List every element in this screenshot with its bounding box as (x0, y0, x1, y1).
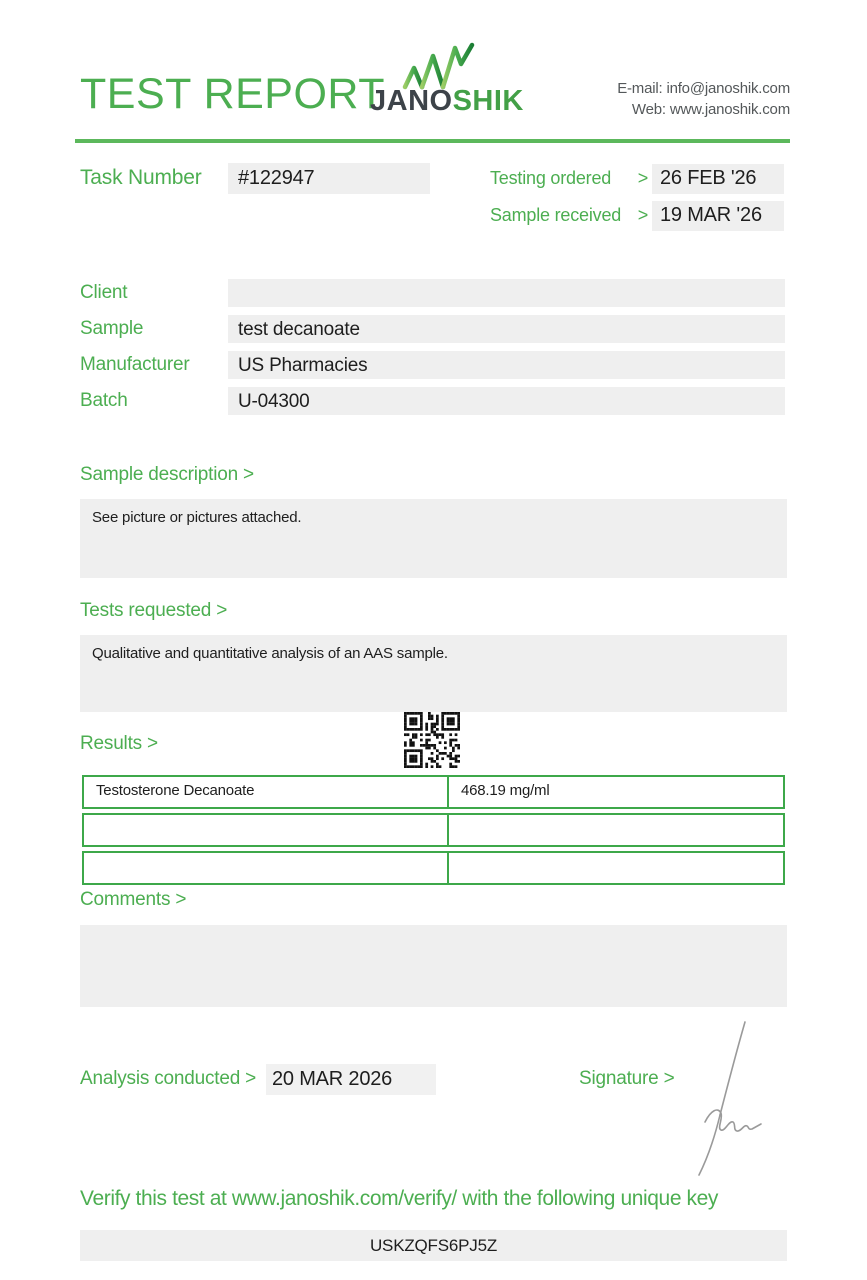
table-row (82, 813, 785, 847)
results-label: Results > (80, 733, 158, 754)
sample-description-label: Sample description > (80, 464, 254, 485)
manufacturer-value: US Pharmacies (238, 355, 368, 376)
signature-image (683, 1016, 773, 1178)
result-substance: Testosterone Decanoate (84, 777, 449, 807)
testing-ordered-field (652, 164, 784, 194)
brand-name-right: SHIK (452, 85, 524, 117)
manufacturer-label: Manufacturer (80, 354, 190, 375)
web-label: Web: (631, 101, 666, 118)
batch-value: U-04300 (238, 391, 310, 412)
signature-label: Signature > (579, 1068, 675, 1089)
sample-received-field (652, 201, 784, 231)
unique-key-field (80, 1230, 787, 1261)
table-row (82, 775, 785, 809)
web-value[interactable]: www.janoshik.com (669, 101, 790, 118)
task-number-field (228, 163, 430, 194)
table-row (82, 851, 785, 885)
client-label: Client (80, 282, 128, 303)
result-substance (84, 815, 449, 845)
sample-description-text: See picture or pictures attached. (92, 509, 302, 526)
sample-field (228, 315, 785, 343)
result-value (449, 815, 783, 845)
chevron-right-icon: > (637, 205, 648, 225)
brand-name-left: JANO (370, 85, 453, 117)
chart-peaks-icon (398, 42, 482, 90)
analysis-date-value: 20 MAR 2026 (272, 1068, 393, 1090)
contact-block (617, 78, 790, 120)
testing-ordered-label: Testing ordered > (490, 168, 648, 188)
client-value (228, 279, 785, 283)
tests-requested-box (80, 635, 787, 712)
header-divider (75, 139, 790, 143)
sample-description-box (80, 499, 787, 578)
comments-text (80, 925, 787, 945)
comments-box (80, 925, 787, 1007)
sample-value: test decanoate (238, 319, 360, 340)
manufacturer-field (228, 351, 785, 379)
comments-label: Comments > (80, 889, 187, 910)
verify-instruction: Verify this test at www.janoshik.com/verify/ with the following unique key (80, 1187, 719, 1210)
email-label: E-mail: (617, 80, 663, 97)
analysis-conducted-label: Analysis conducted > (80, 1068, 257, 1089)
task-number-value: #122947 (238, 167, 315, 189)
qr-code-icon (404, 712, 460, 768)
sample-label: Sample (80, 318, 144, 339)
sample-received-label: Sample received > (490, 205, 648, 225)
batch-label: Batch (80, 390, 128, 411)
testing-ordered-value: 26 FEB '26 (660, 167, 757, 189)
page-title: TEST REPORT (80, 70, 385, 118)
contact-email-line (617, 78, 790, 99)
results-table (82, 775, 785, 889)
contact-web-line (617, 99, 790, 120)
tests-requested-text: Qualitative and quantitative analysis of an AAS sample. (92, 645, 448, 662)
email-value[interactable]: info@janoshik.com (666, 80, 790, 97)
brand-logo (370, 85, 524, 118)
tests-requested-label: Tests requested > (80, 600, 228, 621)
analysis-date-field (266, 1064, 436, 1095)
chevron-right-icon: > (637, 168, 648, 188)
task-number-label: Task Number (80, 166, 202, 189)
sample-received-value: 19 MAR '26 (660, 204, 762, 226)
unique-key-value: USKZQFS6PJ5Z (369, 1235, 498, 1255)
client-field (228, 279, 785, 307)
result-value: 468.19 mg/ml (461, 782, 550, 799)
batch-field (228, 387, 785, 415)
result-value (449, 853, 783, 883)
result-substance (84, 853, 449, 883)
